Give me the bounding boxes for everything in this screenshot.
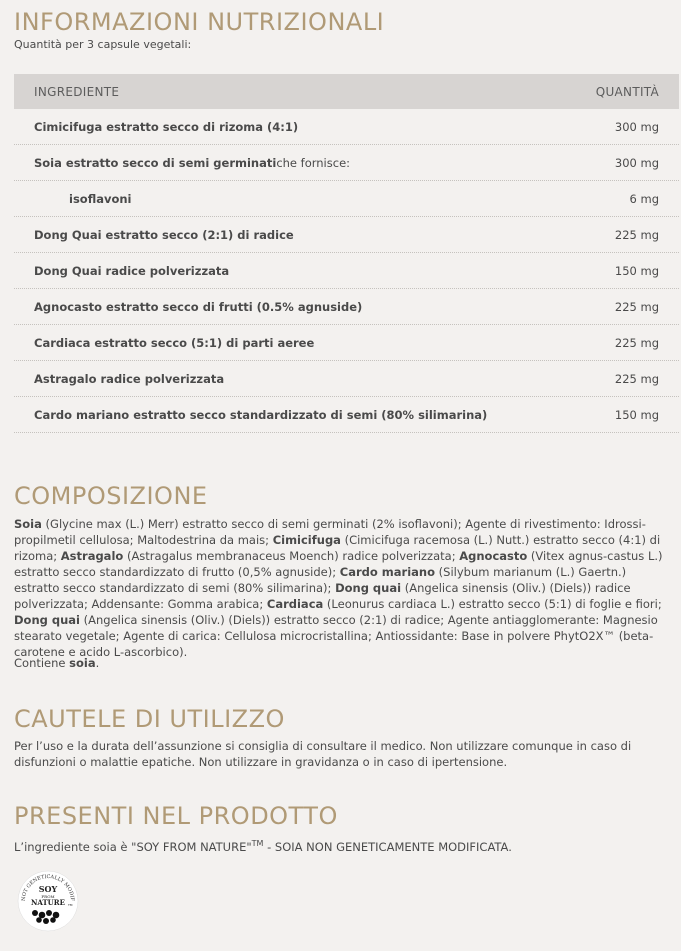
composition-ingredient: Cardiaca (266, 597, 324, 611)
composition-detail: (Vitex agnus-castus L.) estratto secco standardizzato di frutto (0,5% agnuside); (14, 549, 663, 579)
composition-detail: (Angelica sinensis (Oliv.) (Diels)) radice polverizzata; Addensante: Gomma arabica; (14, 581, 631, 611)
ingredient-name: isoflavoni (69, 191, 132, 206)
composition-title: COMPOSIZIONE (14, 482, 208, 510)
warnings-title: CAUTELE DI UTILIZZO (14, 705, 285, 733)
logo-tm: TM (68, 903, 73, 907)
nutrition-subtitle: Quantità per 3 capsule vegetali: (14, 38, 192, 51)
composition-ingredient: Agnocasto (459, 549, 528, 563)
table-body (14, 109, 679, 433)
ingredient-name: Agnocasto estratto secco di frutti (0.5% agnuside) (34, 299, 363, 314)
composition-text (14, 516, 664, 660)
logo-ring-text: NOT GENETICALLY MODIF (20, 873, 76, 902)
ingredient-quantity: 225 mg (614, 299, 659, 314)
table-row (14, 325, 679, 361)
composition-detail: (Astragalus membranaceus Moench) radice polverizzata; (123, 549, 460, 563)
ingredient-name: Cardiaca estratto secco (5:1) di parti aeree (34, 335, 315, 350)
composition-ingredient: Astragalo (60, 549, 124, 563)
composition-detail: (Angelica sinensis (Oliv.) (Diels)) estratto secco (2:1) di radice; Agente antiagglomerante: Magnesio stearato vegetale; Agente di carica: Cellulosa microcristallina; Antiossidante: Base in polvere PhytO2X™ (beta-carotene e acido L-ascorbico). (14, 613, 658, 659)
table-row (14, 253, 679, 289)
logo-line3: NATURE (31, 898, 65, 907)
soy-from-nature-logo (15, 870, 81, 932)
table-row (14, 397, 679, 433)
warnings-text: Per l’uso e la durata dell’assunzione si consiglia di consultare il medico. Non utilizzare comunque in caso di disfunzioni o malattie epatiche. Non utilizzare in gravidanza o in caso di ipertensione. (14, 739, 632, 769)
ingredient-quantity: 150 mg (614, 263, 659, 278)
ingredient-quantity: 150 mg (614, 407, 659, 422)
logo-line1: SOY (38, 884, 58, 894)
composition-ingredient: Dong quai (335, 581, 402, 595)
composition-ingredient: Soia (14, 517, 42, 531)
ingredient-quantity: 300 mg (614, 155, 659, 170)
ingredient-name: Dong Quai estratto secco (2:1) di radice (34, 227, 294, 242)
table-row (14, 217, 679, 253)
contains-allergen: soia (69, 656, 96, 670)
table-row (14, 361, 679, 397)
ingredient-name: Dong Quai radice polverizzata (34, 263, 230, 278)
table-row (14, 181, 679, 217)
ingredient-quantity: 225 mg (614, 335, 659, 350)
composition-detail: (Silybum marianum (L.) Gaertn.) estratto secco standardizzato di semi (80% silimarina); (14, 565, 627, 595)
present-text-tail: - SOIA NON GENETICAMENTE MODIFICATA. (263, 839, 512, 854)
trademark-mark: TM (251, 839, 264, 848)
contains-suffix: . (95, 656, 100, 670)
present-text (14, 836, 664, 855)
ingredient-quantity: 6 mg (629, 191, 659, 206)
logo-line2: FROM (41, 894, 55, 899)
present-text-main: L’ingrediente soia è "SOY FROM NATURE" (14, 839, 252, 854)
ingredient-quantity: 225 mg (614, 371, 659, 386)
table-row (14, 109, 679, 145)
ingredient-name: Soia estratto secco di semi germinati (34, 155, 277, 170)
composition-ingredient: Cimicifuga (272, 533, 341, 547)
composition-detail: (Leonurus cardiaca L.) estratto secco (5:1) di foglie e fiori; (323, 597, 662, 611)
ingredient-name: Cimicifuga estratto secco di rizoma (4:1) (34, 119, 299, 134)
ingredient-quantity: 300 mg (614, 119, 659, 134)
ingredient-name: Cardo mariano estratto secco standardizzato di semi (80% silimarina) (34, 407, 488, 422)
table-row (14, 145, 679, 181)
soy-logo-icon (15, 870, 81, 932)
nutrition-table (14, 74, 679, 433)
column-quantity: QUANTITÀ (595, 84, 659, 99)
nutrition-title: INFORMAZIONI NUTRIZIONALI (14, 8, 385, 36)
table-row (14, 289, 679, 325)
composition-detail: (Glycine max (L.) Merr) estratto secco di semi germinati (2% isoflavoni); Agente di rivestimento: Idrossi-propilmetil cellulosa; Maltodestrina da mais; (14, 517, 646, 547)
ingredient-note: che fornisce: (276, 155, 351, 170)
present-title: PRESENTI NEL PRODOTTO (14, 802, 338, 830)
contains-note (14, 655, 664, 671)
table-header (14, 74, 679, 109)
ingredient-quantity: 225 mg (614, 227, 659, 242)
composition-ingredient: Dong quai (14, 613, 80, 627)
column-ingredient: INGREDIENTE (34, 84, 120, 99)
composition-detail: (Cimicifuga racemosa (L.) Nutt.) estratto secco (4:1) di rizoma; (14, 533, 661, 563)
composition-ingredient: Cardo mariano (339, 565, 435, 579)
ingredient-name: Astragalo radice polverizzata (34, 371, 225, 386)
contains-prefix: Contiene (14, 656, 70, 670)
